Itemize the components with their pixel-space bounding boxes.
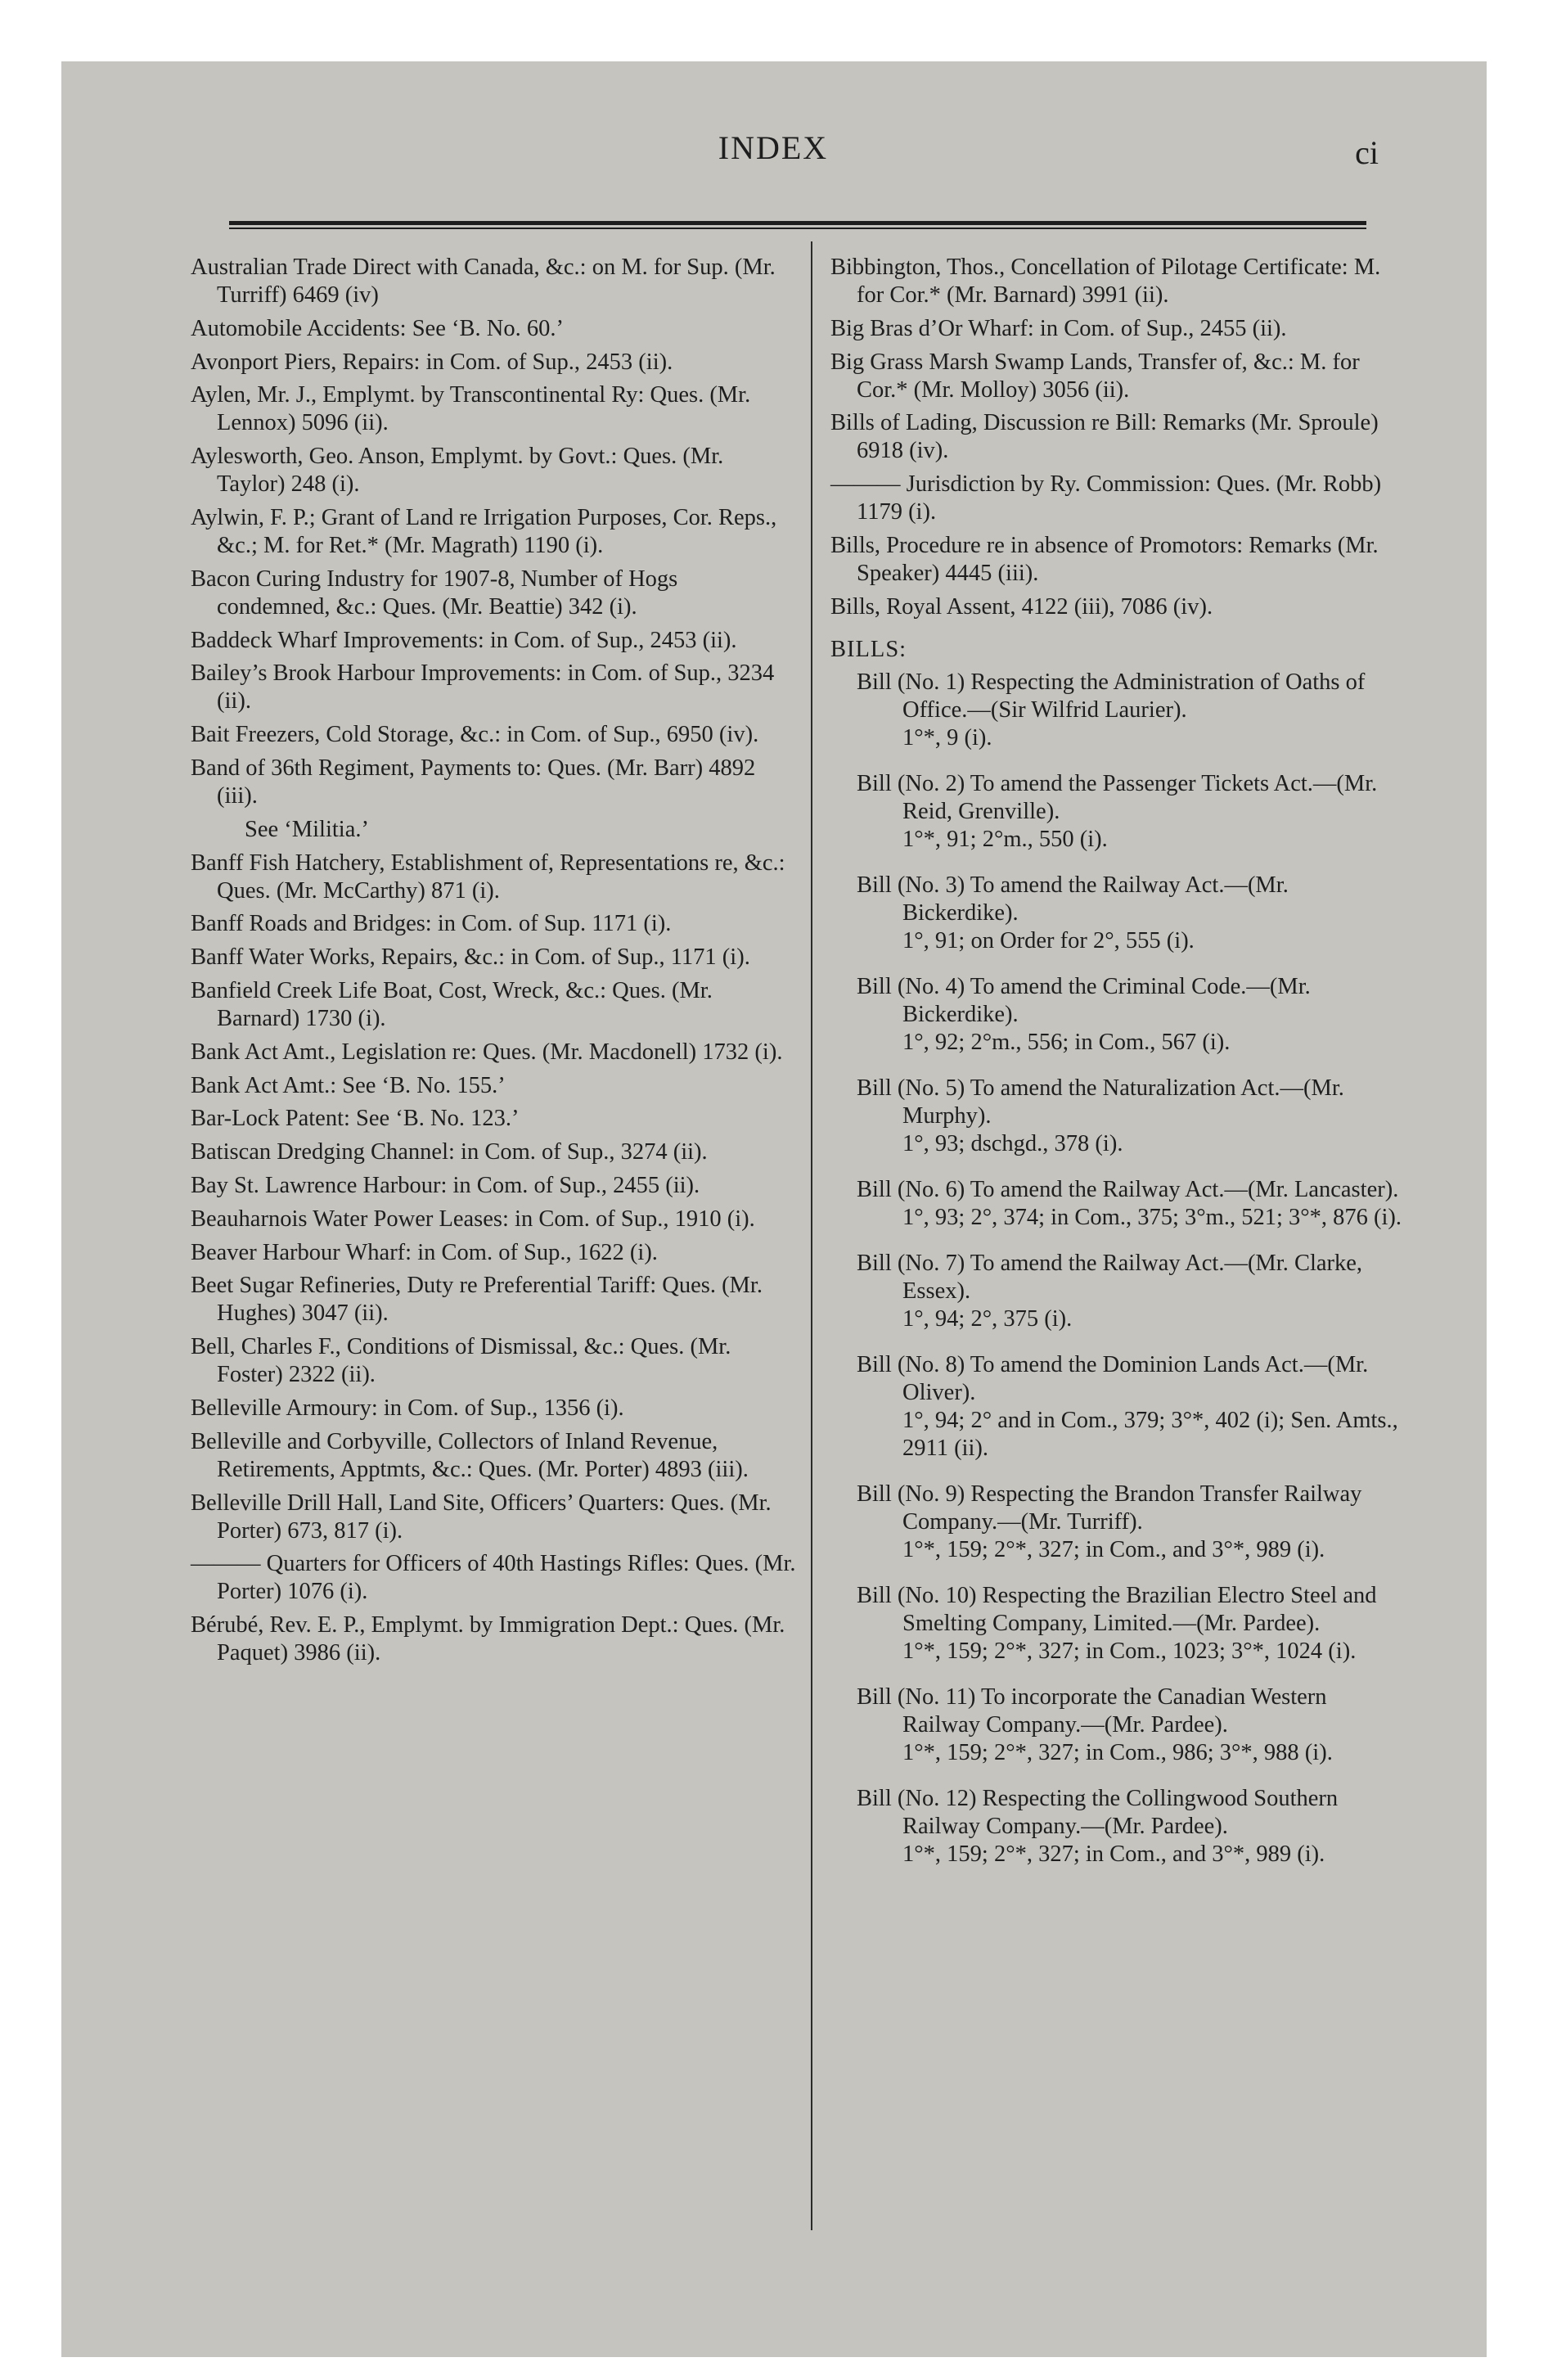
cross-reference: See ‘Militia.’	[245, 816, 369, 842]
bill-entry	[857, 669, 1403, 752]
index-entry: ——— Quarters for Officers of 40th Hastings Rifles: Ques. (Mr. Porter) 1076 (i).	[191, 1551, 796, 1605]
index-entry: Bailey’s Brook Harbour Improvements: in Com. of Sup., 3234 (ii).	[191, 660, 775, 714]
index-entry: Automobile Accidents: See ‘B. No. 60.’	[191, 315, 564, 341]
bill-readings: 1°, 94; 2°, 375 (i).	[902, 1305, 1073, 1332]
index-entry: Bell, Charles F., Conditions of Dismissal, &c.: Ques. (Mr. Foster) 2322 (ii).	[191, 1334, 731, 1388]
bill-title: Bill (No. 12) Respecting the Collingwood Southern Railway Company.—(Mr. Pardee).	[857, 1785, 1339, 1839]
index-entry: Bills, Procedure re in absence of Promotors: Remarks (Mr. Speaker) 4445 (iii).	[830, 532, 1379, 586]
bill-entry	[857, 1582, 1403, 1666]
page-number: ci	[1355, 134, 1379, 171]
bill-title: Bill (No. 10) Respecting the Brazilian Electro Steel and Smelting Company, Limited.—(Mr. Pardee).	[857, 1582, 1377, 1636]
index-entry: Aylesworth, Geo. Anson, Emplymt. by Govt.: Ques. (Mr. Taylor) 248 (i).	[191, 444, 724, 498]
index-entry: Aylen, Mr. J., Emplymt. by Transcontinental Ry: Ques. (Mr. Lennox) 5096 (ii).	[191, 382, 751, 436]
bill-title: Bill (No. 5) To amend the Naturalization Act.—(Mr. Murphy).	[857, 1075, 1344, 1129]
index-entry: Banff Fish Hatchery, Establishment of, Representations re, &c.: Ques. (Mr. McCarthy) 871 (i).	[191, 850, 785, 904]
index-entry: Bacon Curing Industry for 1907-8, Number of Hogs condemned, &c.: Ques. (Mr. Beattie) 342 (i).	[191, 566, 678, 620]
bill-readings: 1°*, 159; 2°*, 327; in Com., and 3°*, 989 (i).	[902, 1841, 1325, 1867]
index-entry: Bank Act Amt., Legislation re: Ques. (Mr. Macdonell) 1732 (i).	[191, 1039, 783, 1065]
index-entry: ——— Jurisdiction by Ry. Commission: Ques. (Mr. Robb) 1179 (i).	[830, 471, 1382, 525]
index-entry: Baddeck Wharf Improvements: in Com. of Sup., 2453 (ii).	[191, 627, 737, 653]
bill-title: Bill (No. 6) To amend the Railway Act.—(Mr. Lancaster).	[857, 1176, 1399, 1202]
index-entry: Avonport Piers, Repairs: in Com. of Sup., 2453 (ii).	[191, 349, 673, 375]
page-header	[119, 119, 1428, 184]
bill-readings: 1°, 93; 2°, 374; in Com., 375; 3°m., 521; 3°*, 876 (i).	[902, 1204, 1402, 1230]
bill-title: Bill (No. 1) Respecting the Administration of Oaths of Office.—(Sir Wilfrid Laurier).	[857, 669, 1366, 723]
bill-title: Bill (No. 8) To amend the Dominion Lands Act.—(Mr. Oliver).	[857, 1351, 1369, 1405]
bill-readings: 1°, 94; 2° and in Com., 379; 3°*, 402 (i); Sen. Amts., 2911 (ii).	[902, 1407, 1398, 1461]
bill-entry	[857, 1176, 1403, 1232]
header-rule-thin	[229, 228, 1366, 229]
bill-entry	[857, 1785, 1403, 1868]
bill-title: Bill (No. 9) Respecting the Brandon Transfer Railway Company.—(Mr. Turriff).	[857, 1481, 1362, 1535]
left-column	[191, 254, 796, 1673]
bill-entry	[857, 872, 1403, 955]
bill-entry	[857, 1250, 1403, 1333]
index-entry: Band of 36th Regiment, Payments to: Ques. (Mr. Barr) 4892 (iii).	[191, 755, 756, 809]
index-entry: Batiscan Dredging Channel: in Com. of Sup., 3274 (ii).	[191, 1139, 708, 1165]
scanned-page-background	[61, 61, 1487, 2357]
index-entry: Bar-Lock Patent: See ‘B. No. 123.’	[191, 1106, 520, 1132]
index-entry: Beet Sugar Refineries, Duty re Preferential Tariff: Ques. (Mr. Hughes) 3047 (ii).	[191, 1273, 763, 1327]
index-entry: Beaver Harbour Wharf: in Com. of Sup., 1622 (i).	[191, 1239, 658, 1265]
index-entry: Bait Freezers, Cold Storage, &c.: in Com. of Sup., 6950 (iv).	[191, 722, 759, 748]
index-entry: Bibbington, Thos., Concellation of Pilotage Certificate: M. for Cor.* (Mr. Barnard) 3991 (ii).	[830, 255, 1381, 308]
running-title: INDEX	[718, 129, 829, 166]
index-entry: Banfield Creek Life Boat, Cost, Wreck, &c.: Ques. (Mr. Barnard) 1730 (i).	[191, 977, 713, 1031]
header-rule-thick	[229, 221, 1366, 225]
bill-readings: 1°*, 159; 2°*, 327; in Com., 986; 3°*, 988 (i).	[902, 1739, 1333, 1765]
right-column	[830, 254, 1403, 1886]
index-entry: Bank Act Amt.: See ‘B. No. 155.’	[191, 1072, 506, 1098]
index-page	[119, 119, 1428, 2304]
index-entry: Bay St. Lawrence Harbour: in Com. of Sup., 2455 (ii).	[191, 1172, 700, 1198]
index-entry: Beauharnois Water Power Leases: in Com. of Sup., 1910 (i).	[191, 1206, 755, 1232]
index-entry: Belleville Drill Hall, Land Site, Officers’ Quarters: Ques. (Mr. Porter) 673, 817 (i).	[191, 1490, 772, 1544]
index-entry: Bills of Lading, Discussion re Bill: Remarks (Mr. Sproule) 6918 (iv).	[830, 410, 1379, 464]
index-entry: Bills, Royal Assent, 4122 (iii), 7086 (iv).	[830, 593, 1213, 620]
bills-heading: BILLS:	[830, 636, 907, 662]
bill-title: Bill (No. 4) To amend the Criminal Code.—(Mr. Bickerdike).	[857, 973, 1311, 1027]
bill-title: Bill (No. 11) To incorporate the Canadian Western Railway Company.—(Mr. Pardee).	[857, 1684, 1327, 1738]
index-entry: Big Grass Marsh Swamp Lands, Transfer of, &c.: M. for Cor.* (Mr. Molloy) 3056 (ii).	[830, 349, 1360, 403]
index-entry: Banff Roads and Bridges: in Com. of Sup. 1171 (i).	[191, 911, 672, 937]
bill-entry	[857, 973, 1403, 1057]
bill-readings: 1°, 93; dschgd., 378 (i).	[902, 1130, 1123, 1156]
bill-title: Bill (No. 2) To amend the Passenger Tickets Act.—(Mr. Reid, Grenville).	[857, 770, 1378, 824]
index-entry: Belleville and Corbyville, Collectors of Inland Revenue, Retirements, Apptmts, &c.: Ques. (Mr. Porter) 4893 (iii).	[191, 1428, 749, 1482]
bill-entry	[857, 1684, 1403, 1767]
bill-entry	[857, 1351, 1403, 1463]
bill-readings: 1°*, 9 (i).	[902, 724, 992, 751]
bill-readings: 1°*, 159; 2°*, 327; in Com., 1023; 3°*, 1024 (i).	[902, 1638, 1357, 1664]
bill-entry	[857, 1075, 1403, 1158]
index-entry: Aylwin, F. P.; Grant of Land re Irrigation Purposes, Cor. Reps., &c.; M. for Ret.* (Mr. Magrath) 1190 (i).	[191, 504, 777, 558]
bill-title: Bill (No. 7) To amend the Railway Act.—(Mr. Clarke, Essex).	[857, 1250, 1363, 1304]
column-divider	[811, 241, 812, 2230]
bill-entry	[857, 1481, 1403, 1564]
bill-entry	[857, 770, 1403, 854]
bill-readings: 1°*, 91; 2°m., 550 (i).	[902, 826, 1108, 852]
index-entry: Bérubé, Rev. E. P., Emplymt. by Immigration Dept.: Ques. (Mr. Paquet) 3986 (ii).	[191, 1612, 785, 1666]
bill-title: Bill (No. 3) To amend the Railway Act.—(Mr. Bickerdike).	[857, 872, 1289, 926]
bill-readings: 1°*, 159; 2°*, 327; in Com., and 3°*, 989 (i).	[902, 1536, 1325, 1562]
index-entry: Big Bras d’Or Wharf: in Com. of Sup., 2455 (ii).	[830, 315, 1287, 341]
bill-readings: 1°, 91; on Order for 2°, 555 (i).	[902, 927, 1195, 953]
index-entry: Australian Trade Direct with Canada, &c.: on M. for Sup. (Mr. Turriff) 6469 (iv)	[191, 255, 776, 308]
index-entry: Banff Water Works, Repairs, &c.: in Com. of Sup., 1171 (i).	[191, 944, 750, 971]
index-entry: Belleville Armoury: in Com. of Sup., 1356 (i).	[191, 1395, 624, 1421]
bill-readings: 1°, 92; 2°m., 556; in Com., 567 (i).	[902, 1029, 1231, 1055]
